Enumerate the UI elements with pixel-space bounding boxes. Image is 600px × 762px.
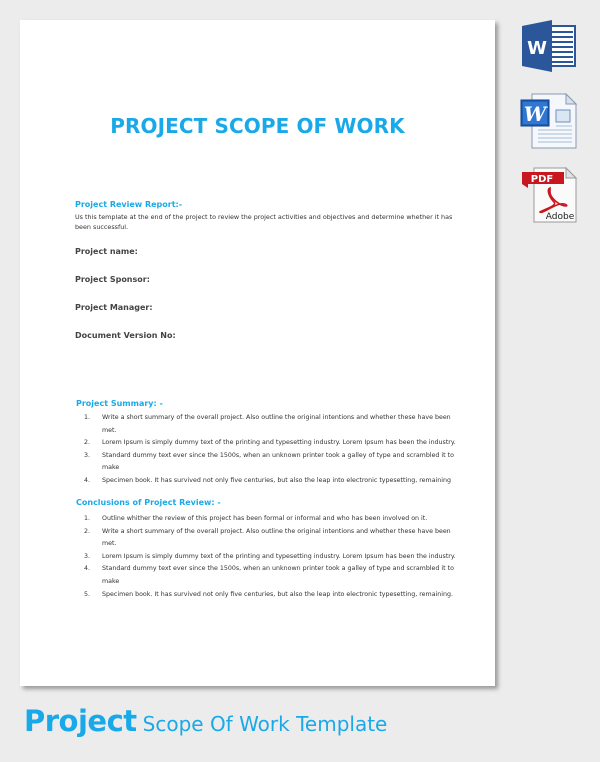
conclusions-heading: Conclusions of Project Review: - [76,498,221,507]
footer-title [24,704,387,738]
project-summary-heading: Project Summary: - [76,399,163,408]
svg-text:PDF: PDF [530,174,554,185]
pdf-adobe-icon[interactable] [520,166,578,224]
list-item: 5. Specimen book. It has survived not only five centuries, but also the leap into electronic typesetting, remaining. [84,590,454,598]
field-project-sponsor: Project Sponsor: [75,275,150,284]
list-item: 4. Specimen book. It has survived not only five centuries, but also the leap into electronic typesetting, remaining [84,476,452,484]
field-project-manager: Project Manager: [75,303,153,312]
list-item: 2. Write a short summary of the overall project. Also outline the original intentions and whether these have been met. [84,527,451,548]
word-2013-icon[interactable] [521,20,577,72]
conclusions-list [76,513,456,601]
svg-text:W: W [523,102,547,126]
field-project-name: Project name: [75,247,138,256]
list-item: 3. Standard dummy text ever since the 1500s, when an unknown printer took a galley of type and scrambled it to make [84,451,454,472]
svg-text:Adobe: Adobe [545,212,575,222]
svg-text:W: W [527,38,547,59]
list-item: 2. Lorem Ipsum is simply dummy text of the printing and typesetting industry. Lorem Ipsum has been the industry. [84,439,456,447]
list-item: 4. Standard dummy text ever since the 1500s, when an unknown printer took a galley of type and scrambled it to make [84,565,454,585]
review-report-heading: Project Review Report:- [75,200,183,209]
document-preview [20,20,495,686]
footer-title-rest: Scope Of Work Template [142,712,388,736]
review-report-intro: Us this template at the end of the project to review the project activities and objectives and determine whether it has been successful. [75,213,453,231]
project-summary-list [76,412,456,488]
document-title: PROJECT SCOPE OF WORK [110,114,405,138]
list-item: 3. Lorem Ipsum is simply dummy text of the printing and typesetting industry. Lorem Ipsum has been the industry. [84,552,456,560]
word-legacy-icon[interactable] [520,92,578,150]
list-item: 1. Write a short summary of the overall project. Also outline the original intentions and whether these have been met. [84,414,451,434]
list-item: 1. Outline whither the review of this project has been formal or informal and who has been involved on it. [84,515,428,522]
footer-title-bold: Project [24,704,137,738]
field-document-version: Document Version No: [75,331,176,340]
